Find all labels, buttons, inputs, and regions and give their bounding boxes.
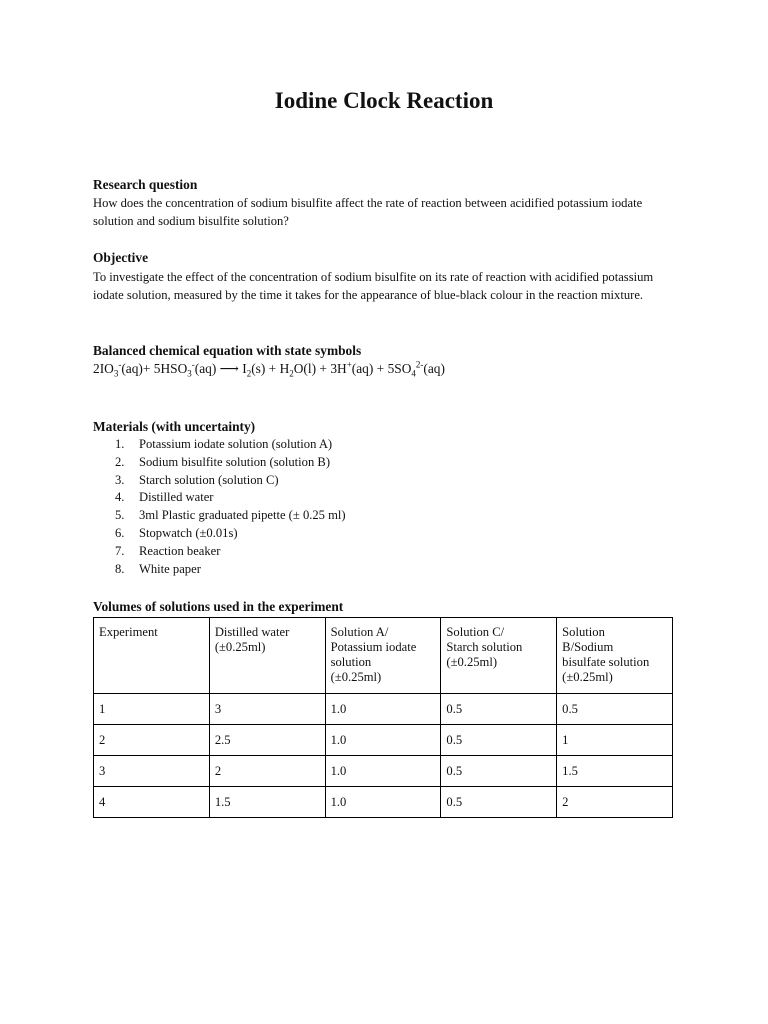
equation-heading: Balanced chemical equation with state symbols xyxy=(93,343,362,358)
table-cell: 0.5 xyxy=(441,694,557,725)
table-row xyxy=(94,694,673,725)
table-cell: 1.0 xyxy=(325,787,441,818)
table-cell: 0.5 xyxy=(441,725,557,756)
table-header-row xyxy=(94,618,673,694)
list-item: 8. White paper xyxy=(115,561,201,576)
list-item: 6. Stopwatch (±0.01s) xyxy=(115,525,238,540)
table-cell: 2 xyxy=(557,787,673,818)
table-cell: 0.5 xyxy=(441,787,557,818)
header-experiment: Experiment xyxy=(94,618,210,694)
table-cell: 0.5 xyxy=(557,694,673,725)
table-cell: 2 xyxy=(94,725,210,756)
objective-text: To investigate the effect of the concentration of sodium bisulfite on its rate of reaction with acidified potassium iodate solution, measured by the time it takes for the appearance of blue-black colour in the reaction mixture. xyxy=(93,270,654,302)
table-row xyxy=(94,756,673,787)
table-cell: 0.5 xyxy=(441,756,557,787)
table-cell: 3 xyxy=(94,756,210,787)
list-item: 1. Potassium iodate solution (solution A) xyxy=(115,437,333,451)
header-distilled-water: Distilled water (±0.25ml) xyxy=(209,618,325,694)
page-title: Iodine Clock Reaction xyxy=(274,88,494,113)
table-cell: 1.5 xyxy=(557,756,673,787)
table-row xyxy=(94,725,673,756)
objective-heading: Objective xyxy=(93,250,149,265)
volumes-table xyxy=(93,617,673,818)
table-cell: 1.0 xyxy=(325,725,441,756)
list-item: 7. Reaction beaker xyxy=(115,543,221,558)
balanced-equation: $2IO_3^-(aq)+ 5HSO_3^-(aq)$ ⟶ $I_2(s) + H_2O(l) + 3H^+(aq) + 5SO_4^{2-}(aq)$ xyxy=(93,359,445,379)
table-row xyxy=(94,787,673,818)
table-cell: 1.0 xyxy=(325,694,441,725)
header-solution-a: Solution A/ Potassium iodate solution (±0.25ml) xyxy=(325,618,441,694)
header-solution-b: Solution B/Sodium bisulfate solution (±0.25ml) xyxy=(557,618,673,694)
list-item: 4. Distilled water xyxy=(115,490,214,505)
research-question-heading: Research question xyxy=(93,177,198,192)
table-cell: 1 xyxy=(557,725,673,756)
table-cell: 1.0 xyxy=(325,756,441,787)
header-solution-c: Solution C/ Starch solution (±0.25ml) xyxy=(441,618,557,694)
list-item: 5. 3ml Plastic graduated pipette (± 0.25 ml) xyxy=(115,508,346,523)
table-cell: 4 xyxy=(94,787,210,818)
volumes-table-heading: Volumes of solutions used in the experiment xyxy=(93,599,344,614)
table-cell: 2 xyxy=(209,756,325,787)
table-cell: 3 xyxy=(209,694,325,725)
table-cell: 1 xyxy=(94,694,210,725)
materials-list xyxy=(93,436,346,578)
research-question-text: How does the concentration of sodium bisulfite affect the rate of reaction between acidified potassium iodate solution and sodium bisulfite solution? xyxy=(93,196,643,228)
list-item: 2. Sodium bisulfite solution (solution B) xyxy=(115,454,331,469)
list-item: 3. Starch solution (solution C) xyxy=(115,472,279,487)
table-cell: 2.5 xyxy=(209,725,325,756)
materials-heading: Materials (with uncertainty) xyxy=(93,419,256,434)
table-cell: 1.5 xyxy=(209,787,325,818)
